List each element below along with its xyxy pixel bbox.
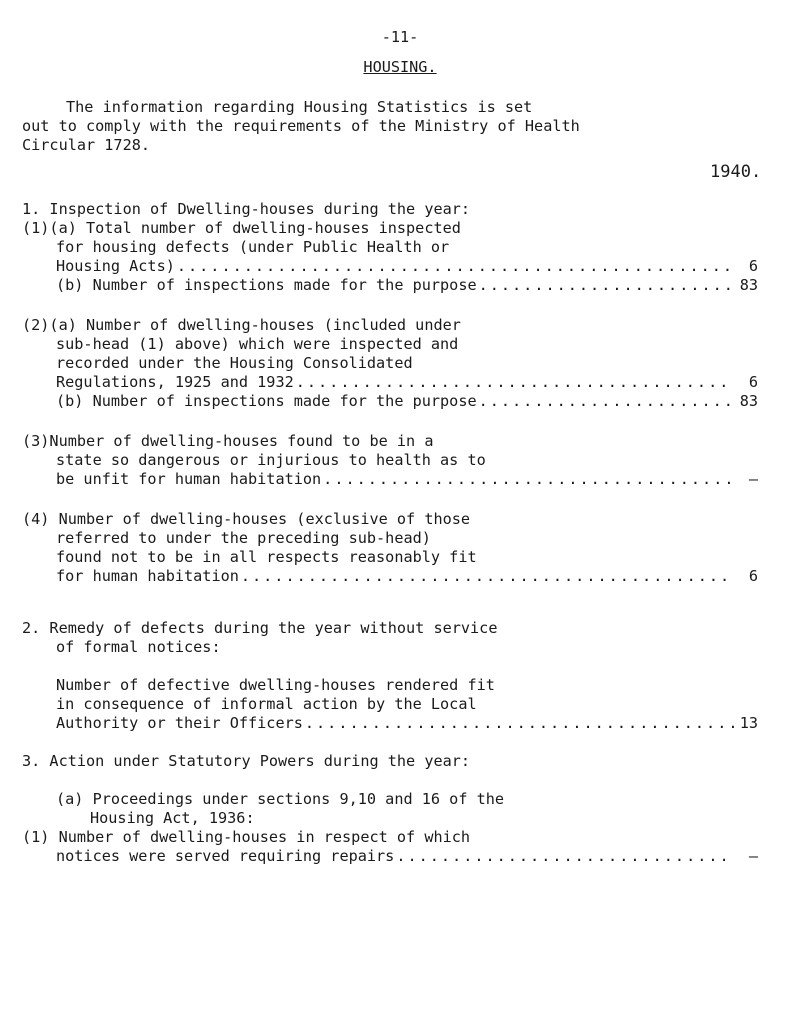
item-1-heading: 1. Inspection of Dwelling-houses during the year: (22, 200, 471, 218)
item-3-line-1: (3)Number of dwelling-houses found to be in a (22, 432, 434, 450)
section-3a1-row (56, 847, 758, 865)
leader-dots (479, 276, 734, 294)
item-1a-line-2: for housing defects (under Public Health or (56, 238, 450, 256)
section-3a1-line-2: notices were served requiring repairs (56, 847, 395, 865)
leader-dots (177, 257, 734, 275)
item-3-value: – (748, 470, 758, 488)
item-3-line-3: be unfit for human habitation (56, 470, 322, 488)
item-2a-value: 6 (748, 373, 758, 391)
section-2-line-1: 2. Remedy of defects during the year without service (22, 619, 498, 637)
item-4-value: 6 (748, 567, 758, 585)
item-2b-row (56, 392, 758, 410)
item-1b-value: 83 (739, 276, 758, 294)
item-4-line-2: referred to under the preceding sub-head) (56, 529, 431, 547)
item-1a-value: 6 (748, 257, 758, 275)
leader-dots (396, 847, 734, 865)
item-2b-label: (b) Number of inspections made for the purpose (56, 392, 477, 410)
section-2-line-3: Number of defective dwelling-houses rendered fit (56, 676, 495, 694)
leader-dots (296, 373, 734, 391)
item-4-line-1: (4) Number of dwelling-houses (exclusive of those (22, 510, 471, 528)
item-2a-line-1: (2)(a) Number of dwelling-houses (included under (22, 316, 461, 334)
section-3-heading: 3. Action under Statutory Powers during the year: (22, 752, 471, 770)
item-3-row (56, 470, 758, 488)
section-3a-line-1: (a) Proceedings under sections 9,10 and 16 of the (56, 790, 505, 808)
intro-line-3: Circular 1728. (22, 136, 151, 154)
leader-dots (323, 470, 734, 488)
item-1a-row (56, 257, 758, 275)
section-3a1-value: – (748, 847, 758, 865)
item-1b-label: (b) Number of inspections made for the purpose (56, 276, 477, 294)
year-heading: 1940. (710, 162, 762, 182)
item-2a-line-2: sub-head (1) above) which were inspected and (56, 335, 459, 353)
intro-line-2: out to comply with the requirements of the Ministry of Health (22, 117, 580, 135)
item-4-row (56, 567, 758, 585)
page-number: -11- (381, 28, 419, 46)
section-3a1-line-1: (1) Number of dwelling-houses in respect of which (22, 828, 471, 846)
section-2-value: 13 (739, 714, 758, 732)
intro-line-1: The information regarding Housing Statistics is set (66, 98, 533, 116)
item-3-line-2: state so dangerous or injurious to health as to (56, 451, 486, 469)
item-2a-line-4: Regulations, 1925 and 1932 (56, 373, 294, 391)
section-2-line-4: in consequence of informal action by the Local (56, 695, 477, 713)
item-2a-row (56, 373, 758, 391)
item-2a-line-3: recorded under the Housing Consolidated (56, 354, 413, 372)
leader-dots (479, 392, 734, 410)
item-1a-line-3: Housing Acts) (56, 257, 175, 275)
item-1a-line-1: (1)(a) Total number of dwelling-houses inspected (22, 219, 461, 237)
item-2b-value: 83 (739, 392, 758, 410)
item-4-line-4: for human habitation (56, 567, 239, 585)
section-2-line-2: of formal notices: (56, 638, 221, 656)
leader-dots (305, 714, 734, 732)
item-4-line-3: found not to be in all respects reasonably fit (56, 548, 477, 566)
section-title: HOUSING. (363, 58, 437, 76)
section-3a-line-2: Housing Act, 1936: (90, 809, 255, 827)
section-2-line-5: Authority or their Officers (56, 714, 303, 732)
section-2-row (56, 714, 758, 732)
item-1b-row (56, 276, 758, 294)
leader-dots (241, 567, 734, 585)
